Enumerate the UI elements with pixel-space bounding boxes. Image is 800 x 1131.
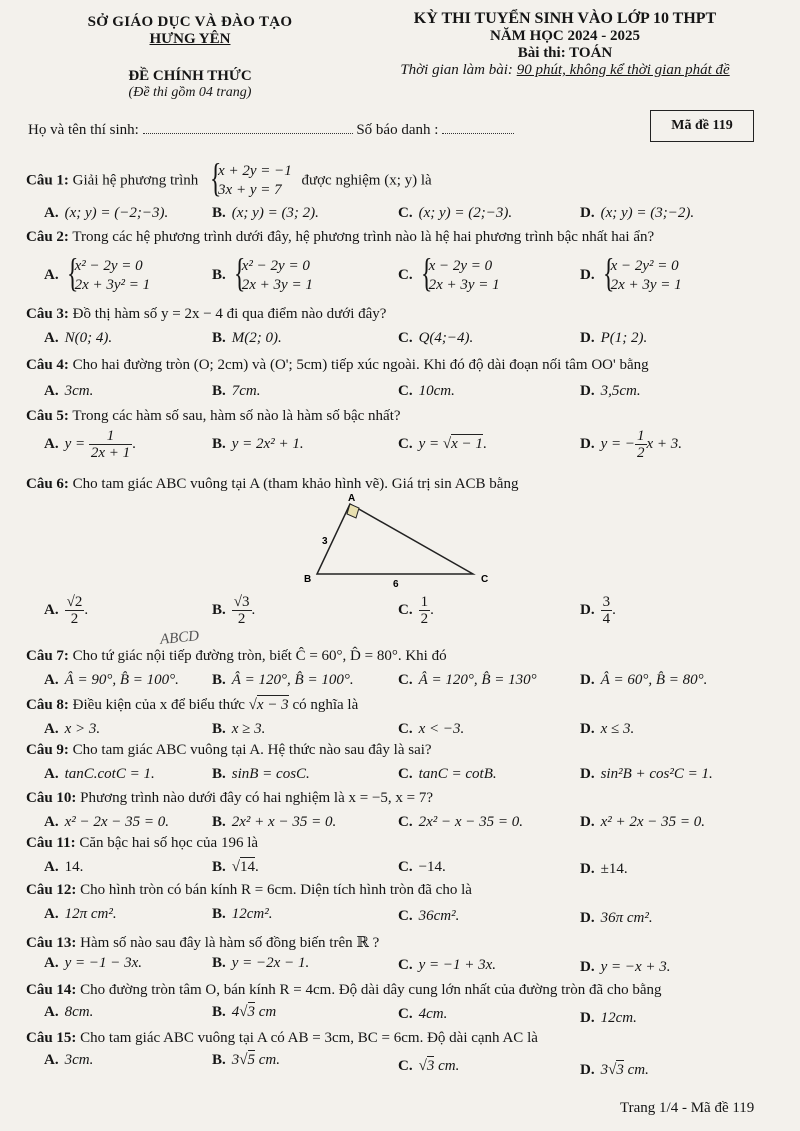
- q3-option-d[interactable]: [580, 330, 647, 347]
- q13-option-a[interactable]: [44, 955, 142, 972]
- question-text: Căn bậc hai số học của 196 là: [79, 835, 259, 851]
- equation-system: [65, 257, 151, 295]
- option-text: x < −3.: [418, 721, 465, 737]
- exam-title: KỲ THI TUYỂN SINH VÀO LỚP 10 THPT: [413, 10, 717, 27]
- q7-option-b[interactable]: [212, 672, 354, 689]
- q1-option-d[interactable]: [580, 205, 694, 222]
- question-15: [26, 1030, 538, 1047]
- q6-option-d[interactable]: D. $\frac{3}{4}$ .: [580, 594, 616, 627]
- q3-option-b[interactable]: [212, 330, 282, 347]
- vertex-label-c: C: [481, 574, 489, 585]
- q12-option-a[interactable]: [44, 906, 117, 923]
- option-key: D.: [580, 672, 595, 688]
- radicand: 3: [616, 1062, 624, 1078]
- vertex-label-a: A: [348, 493, 356, 504]
- option-key: C.: [398, 205, 413, 221]
- option-text: Â = 120°, B̂ = 130°: [418, 672, 537, 688]
- q4-option-c[interactable]: [398, 383, 455, 400]
- q5-option-d[interactable]: [580, 428, 682, 461]
- option-key: C.: [398, 859, 413, 875]
- question-label: Câu 14:: [26, 982, 77, 998]
- q9-option-c[interactable]: [398, 766, 497, 783]
- option-key: A.: [44, 859, 59, 875]
- option-key: D.: [580, 1010, 595, 1026]
- equation: { x² − 2y = 0: [241, 258, 310, 274]
- numerator: √3: [233, 594, 250, 610]
- q1-option-a[interactable]: [44, 205, 168, 222]
- option-text: y =: [64, 435, 86, 452]
- option-key: A.: [44, 1004, 59, 1020]
- option-text: cm.: [255, 1052, 280, 1068]
- option-text: x² + 2x − 35 = 0.: [600, 814, 706, 830]
- question-text: Trong các hàm số sau, hàm số nào là hàm số bậc nhất?: [72, 408, 401, 424]
- denominator: 2: [420, 611, 429, 627]
- option-key: C.: [398, 601, 413, 618]
- option-key: C.: [398, 267, 413, 284]
- equation-system: [208, 162, 292, 200]
- option-text: tanC = cotB.: [418, 766, 497, 782]
- question-label: Câu 12:: [26, 882, 77, 898]
- option-key: B.: [212, 601, 226, 618]
- question-9: [26, 742, 432, 759]
- option-key: C.: [398, 908, 413, 924]
- option-key: C.: [398, 436, 413, 452]
- denominator: 2: [637, 445, 645, 461]
- equation: 2x + 3y = 1: [610, 277, 682, 293]
- option-text: 4cm.: [418, 1006, 448, 1022]
- option-key: C.: [398, 672, 413, 688]
- option-text: 4: [231, 1004, 240, 1020]
- question-text: Cho tứ giác nội tiếp đường tròn, biết Ĉ = 60°, D̂ = 80°. Khi đó: [72, 648, 447, 664]
- option-key: C.: [398, 1058, 413, 1074]
- option-key: B.: [212, 205, 226, 221]
- q7-option-d[interactable]: [580, 672, 707, 689]
- option-text: ±14.: [600, 861, 628, 877]
- question-text: Điều kiện của x để biểu thức: [72, 697, 245, 713]
- option-key: A.: [44, 383, 59, 399]
- option-text: 3cm.: [64, 1052, 94, 1068]
- q14-option-d[interactable]: [580, 1010, 637, 1027]
- province-name: HƯNG YÊN: [149, 31, 231, 47]
- q12-option-c[interactable]: [398, 908, 459, 925]
- question-10: [26, 790, 433, 807]
- pages-note: (Đề thi gồm 04 trang): [128, 85, 252, 100]
- name-field[interactable]: [143, 123, 353, 134]
- option-text: 7cm.: [231, 383, 261, 399]
- handwritten-note: ABCD: [159, 627, 200, 649]
- q7-option-c[interactable]: [398, 672, 537, 689]
- option-text: y =: [418, 436, 443, 452]
- q3-option-a[interactable]: [44, 330, 112, 347]
- question-text: Cho hình tròn có bán kính R = 6cm. Diện tích hình tròn đã cho là: [80, 882, 472, 898]
- question-label: Câu 9:: [26, 742, 69, 758]
- question-text: Trong các hệ phương trình dưới đây, hệ phương trình nào là hệ hai phương trình bậc nhất hai ẩn?: [72, 229, 655, 245]
- q8-option-d[interactable]: [580, 721, 634, 738]
- question-label: Câu 11:: [26, 835, 76, 851]
- option-key: D.: [580, 910, 595, 926]
- q15-option-b[interactable]: B. 3√5 cm.: [212, 1052, 280, 1068]
- equation: { x² − 2y = 0: [74, 258, 143, 274]
- time-note: [330, 62, 800, 79]
- question-text: Cho tam giác ABC vuông tại A. Hệ thức nào sau đây là sai?: [72, 742, 432, 758]
- question-text: Cho tam giác ABC vuông tại A có AB = 3cm, BC = 6cm. Độ dài cạnh AC là: [80, 1030, 538, 1046]
- equation: { x − 2y² = 0: [610, 258, 679, 274]
- option-key: B.: [212, 383, 226, 399]
- q15-option-c[interactable]: C. √3 cm.: [398, 1058, 460, 1074]
- q11-option-b[interactable]: B. √14.: [212, 859, 259, 875]
- q6-option-c[interactable]: C. $\frac{1}{2}$ .: [398, 594, 434, 627]
- option-text: sin²B + cos²C = 1.: [600, 766, 713, 782]
- option-key: D.: [580, 330, 595, 346]
- option-text: 2x² − x − 35 = 0.: [418, 814, 524, 830]
- q8-option-a[interactable]: [44, 721, 100, 738]
- time-value: 90 phút, không kể thời gian phát đề: [516, 62, 730, 78]
- q7-option-a[interactable]: [44, 672, 179, 689]
- numerator: √2: [66, 594, 83, 610]
- q11-option-c[interactable]: [398, 859, 446, 876]
- question-text: Giải hệ phương trình: [72, 172, 199, 189]
- q14-option-a[interactable]: [44, 1004, 93, 1021]
- subject-title: Bài thi: TOÁN: [517, 45, 613, 61]
- vertex-label-b: B: [304, 574, 312, 585]
- option-key: D.: [580, 205, 595, 221]
- q9-option-d[interactable]: [580, 766, 713, 783]
- option-text: y = 2x² + 1.: [231, 436, 304, 452]
- option-text: cm.: [434, 1058, 460, 1074]
- option-text: N(0; 4).: [64, 330, 113, 346]
- option-key: C.: [398, 383, 413, 399]
- question-text: có nghĩa là: [292, 697, 359, 713]
- option-text: 12cm.: [600, 1010, 637, 1026]
- numerator: 1: [637, 428, 645, 444]
- page-footer: Trang 1/4 - Mã đề 119: [620, 1100, 755, 1116]
- q10-option-a[interactable]: [44, 814, 169, 831]
- exam-code-box: Mã đề 119: [650, 110, 754, 142]
- option-key: B.: [212, 906, 226, 922]
- option-key: A.: [44, 601, 59, 618]
- fraction: [635, 428, 647, 461]
- question-12: [26, 882, 472, 899]
- option-key: C.: [398, 766, 413, 782]
- equation: { x + 2y = −1: [218, 163, 292, 179]
- equation: 2x + 3y = 1: [241, 277, 313, 293]
- time-prefix: Thời gian làm bài:: [400, 62, 517, 78]
- q14-option-c[interactable]: [398, 1006, 447, 1023]
- option-key: D.: [580, 959, 595, 975]
- question-label: Câu 1:: [26, 172, 69, 189]
- option-key: B.: [212, 330, 226, 346]
- question-text: được nghiệm (x; y) là: [301, 172, 432, 189]
- triangle-figure: [295, 492, 500, 592]
- q5-option-c[interactable]: C. y = √x − 1.: [398, 436, 487, 452]
- option-text: Q(4;−4).: [418, 330, 474, 346]
- header-left: [60, 14, 320, 101]
- option-text: cm: [255, 1004, 277, 1020]
- option-text: 14.: [64, 859, 84, 875]
- q2-option-a[interactable]: [44, 257, 150, 295]
- option-text: x ≤ 3.: [600, 721, 635, 737]
- option-text: Â = 90°, B̂ = 100°.: [64, 672, 179, 688]
- candidate-line: [28, 122, 514, 139]
- equation-system: [419, 257, 500, 295]
- question-4: [26, 357, 649, 374]
- option-key: C.: [398, 814, 413, 830]
- option-text: 2x² + x − 35 = 0.: [231, 814, 337, 830]
- question-label: Câu 13:: [26, 935, 77, 951]
- option-text: x > 3.: [64, 721, 101, 737]
- q12-option-d[interactable]: [580, 910, 653, 927]
- radicand: x − 3: [256, 697, 289, 713]
- side-label-bc: 6: [393, 579, 399, 590]
- official-label: ĐỀ CHÍNH THỨC: [128, 68, 252, 84]
- option-key: A.: [44, 205, 59, 221]
- option-text: −14.: [418, 859, 446, 875]
- question-6: [26, 476, 518, 493]
- question-3: [26, 306, 386, 323]
- option-text: 12π cm².: [64, 906, 117, 922]
- option-key: C.: [398, 957, 413, 973]
- q8-option-c[interactable]: [398, 721, 464, 738]
- q1-option-b[interactable]: [212, 205, 319, 222]
- option-text: x + 3.: [646, 435, 683, 452]
- q2-option-d[interactable]: [580, 257, 682, 295]
- q6-option-a[interactable]: A. $\frac{√2}{2}$ .: [44, 594, 89, 627]
- option-text: 3: [231, 1052, 240, 1068]
- option-key: C.: [398, 721, 413, 737]
- question-11: [26, 835, 258, 852]
- question-8: Câu 8: Điều kiện của x để biểu thức √x − 3 có nghĩa là: [26, 697, 359, 713]
- header-right: [330, 10, 800, 79]
- option-key: A.: [44, 721, 59, 737]
- option-key: B.: [212, 721, 226, 737]
- option-text: 3,5cm.: [600, 383, 641, 399]
- option-key: D.: [580, 601, 595, 618]
- option-key: A.: [44, 672, 59, 688]
- option-text: y = −: [600, 435, 635, 452]
- q9-option-b[interactable]: [212, 766, 310, 783]
- question-label: Câu 15:: [26, 1030, 77, 1046]
- option-key: A.: [44, 766, 59, 782]
- equation: { x − 2y = 0: [428, 258, 493, 274]
- option-text: (x; y) = (3; 2).: [231, 205, 319, 221]
- option-text: Â = 60°, B̂ = 80°.: [600, 672, 708, 688]
- department-name: SỞ GIÁO DỤC VÀ ĐÀO TẠO: [87, 14, 293, 30]
- equation-system: [232, 257, 313, 295]
- question-label: Câu 8:: [26, 697, 69, 713]
- radicand: x − 1: [451, 436, 483, 452]
- option-key: B.: [212, 672, 226, 688]
- option-key: B.: [212, 955, 226, 971]
- numerator: 1: [89, 428, 132, 445]
- question-text: Cho hai đường tròn (O; 2cm) và (O'; 5cm) tiếp xúc ngoài. Khi đó độ dài đoạn nối tâm OO' bằng: [72, 357, 649, 373]
- option-text: 10cm.: [418, 383, 455, 399]
- question-label: Câu 4:: [26, 357, 69, 373]
- question-label: Câu 2:: [26, 229, 69, 245]
- question-label: Câu 3:: [26, 306, 69, 322]
- fraction: [65, 594, 85, 627]
- triangle-abc: [317, 504, 473, 574]
- question-text: Đồ thị hàm số y = 2x − 4 đi qua điểm nào dưới đây?: [72, 306, 387, 322]
- q4-option-b[interactable]: [212, 383, 261, 400]
- q13-option-d[interactable]: [580, 959, 671, 976]
- q11-option-a[interactable]: [44, 859, 83, 876]
- q2-option-b[interactable]: [212, 257, 313, 295]
- q11-option-d[interactable]: [580, 861, 628, 878]
- equation-system: [601, 257, 682, 295]
- option-key: A.: [44, 330, 59, 346]
- option-key: B.: [212, 859, 226, 875]
- fraction: [89, 428, 132, 461]
- fraction: [232, 594, 252, 627]
- option-key: A.: [44, 267, 59, 284]
- option-text: M(2; 0).: [231, 330, 282, 346]
- option-key: D.: [580, 721, 595, 737]
- sbd-label: Số báo danh :: [356, 122, 439, 138]
- option-key: D.: [580, 814, 595, 830]
- option-key: B.: [212, 766, 226, 782]
- option-text: 36cm².: [418, 908, 460, 924]
- option-key: A.: [44, 955, 59, 971]
- option-text: 8cm.: [64, 1004, 94, 1020]
- q15-option-a[interactable]: [44, 1052, 93, 1069]
- equation: 2x + 3y² = 1: [74, 277, 151, 293]
- option-text: 3cm.: [64, 383, 94, 399]
- q12-option-b[interactable]: [212, 906, 273, 923]
- radicand: 14: [240, 859, 255, 875]
- q2-option-c[interactable]: [398, 257, 500, 295]
- option-key: B.: [212, 267, 226, 284]
- q4-option-d[interactable]: [580, 383, 641, 400]
- option-key: C.: [398, 330, 413, 346]
- denominator: 2: [237, 611, 246, 627]
- fraction: [601, 594, 613, 627]
- option-key: A.: [44, 435, 59, 452]
- option-text: y = −x + 3.: [600, 959, 671, 975]
- question-label: Câu 6:: [26, 476, 69, 492]
- option-key: D.: [580, 267, 595, 284]
- option-text: y = −1 − 3x.: [64, 955, 143, 971]
- q8-option-b[interactable]: [212, 721, 265, 738]
- q4-option-a[interactable]: [44, 383, 93, 400]
- name-label: Họ và tên thí sinh:: [28, 122, 139, 138]
- option-text: 36π cm².: [600, 910, 653, 926]
- option-text: (x; y) = (2;−3).: [418, 205, 513, 221]
- equation: 3x + y = 7: [218, 182, 282, 198]
- q5-option-a[interactable]: A. y = $\frac{1}{2x + 1}$ .: [44, 428, 136, 461]
- option-key: D.: [580, 861, 595, 877]
- option-key: B.: [212, 814, 226, 830]
- option-text: P(1; 2).: [600, 330, 648, 346]
- side-label-ab: 3: [322, 536, 328, 547]
- option-key: A.: [44, 1052, 59, 1068]
- option-key: D.: [580, 383, 595, 399]
- option-text: 12cm².: [231, 906, 273, 922]
- q14-option-b[interactable]: B. 4√3 cm: [212, 1004, 277, 1020]
- sbd-field[interactable]: [442, 123, 514, 134]
- question-2: [26, 229, 654, 246]
- radicand: 3: [426, 1058, 435, 1074]
- option-text: x² − 2x − 35 = 0.: [64, 814, 170, 830]
- option-text: Â = 120°, B̂ = 100°.: [231, 672, 354, 688]
- numerator: 3: [602, 594, 611, 610]
- option-key: A.: [44, 906, 59, 922]
- q5-option-b[interactable]: [212, 436, 304, 453]
- question-1: [26, 162, 432, 200]
- question-text: Cho tam giác ABC vuông tại A (tham khảo hình vẽ). Giá trị sin ACB bằng: [72, 476, 519, 492]
- option-key: D.: [580, 766, 595, 782]
- option-key: A.: [44, 814, 59, 830]
- option-key: D.: [580, 1062, 595, 1078]
- q13-option-c[interactable]: [398, 957, 496, 974]
- q3-option-c[interactable]: [398, 330, 473, 347]
- option-text: sinB = cosC.: [231, 766, 310, 782]
- q1-option-c[interactable]: [398, 205, 512, 222]
- q10-option-d[interactable]: [580, 814, 705, 831]
- option-text: y = −2x − 1.: [231, 955, 310, 971]
- question-text: Phương trình nào dưới đây có hai nghiệm là x = −5, x = 7?: [80, 790, 434, 806]
- radicand: 5: [247, 1052, 255, 1068]
- option-key: D.: [580, 435, 595, 452]
- question-label: Câu 5:: [26, 408, 69, 424]
- q15-option-d[interactable]: D. 3√3 cm.: [580, 1062, 649, 1078]
- option-text: 3: [600, 1062, 609, 1078]
- question-label: Câu 7:: [26, 648, 69, 664]
- option-key: C.: [398, 1006, 413, 1022]
- option-key: B.: [212, 1004, 226, 1020]
- question-label: Câu 10:: [26, 790, 77, 806]
- q9-option-a[interactable]: [44, 766, 155, 783]
- equation: 2x + 3y = 1: [428, 277, 500, 293]
- question-text: Hàm số nào sau đây là hàm số đồng biến trên ℝ ?: [80, 935, 380, 951]
- q13-option-b[interactable]: [212, 955, 309, 972]
- fraction: [419, 594, 431, 627]
- denominator: 4: [602, 611, 611, 627]
- option-text: (x; y) = (−2;−3).: [64, 205, 169, 221]
- option-key: B.: [212, 436, 226, 452]
- option-text: cm.: [623, 1062, 649, 1078]
- numerator: 1: [420, 594, 429, 610]
- q10-option-c[interactable]: [398, 814, 523, 831]
- question-13: [26, 933, 379, 952]
- option-key: B.: [212, 1052, 226, 1068]
- option-text: tanC.cotC = 1.: [64, 766, 155, 782]
- q10-option-b[interactable]: [212, 814, 336, 831]
- q6-option-b[interactable]: B. $\frac{√3}{2}$ .: [212, 594, 256, 627]
- denominator: 2: [70, 611, 79, 627]
- question-text: Cho đường tròn tâm O, bán kính R = 4cm. Độ dài dây cung lớn nhất của đường tròn đã cho bằng: [80, 982, 662, 998]
- radicand: 3: [247, 1004, 255, 1020]
- school-year: NĂM HỌC 2024 - 2025: [490, 28, 640, 44]
- option-text: x ≥ 3.: [231, 721, 266, 737]
- question-7: [26, 648, 447, 665]
- denominator: 2x + 1: [90, 445, 131, 461]
- option-text: y = −1 + 3x.: [418, 957, 497, 973]
- option-text: (x; y) = (3;−2).: [600, 205, 695, 221]
- question-14: [26, 982, 662, 999]
- question-5: [26, 408, 401, 425]
